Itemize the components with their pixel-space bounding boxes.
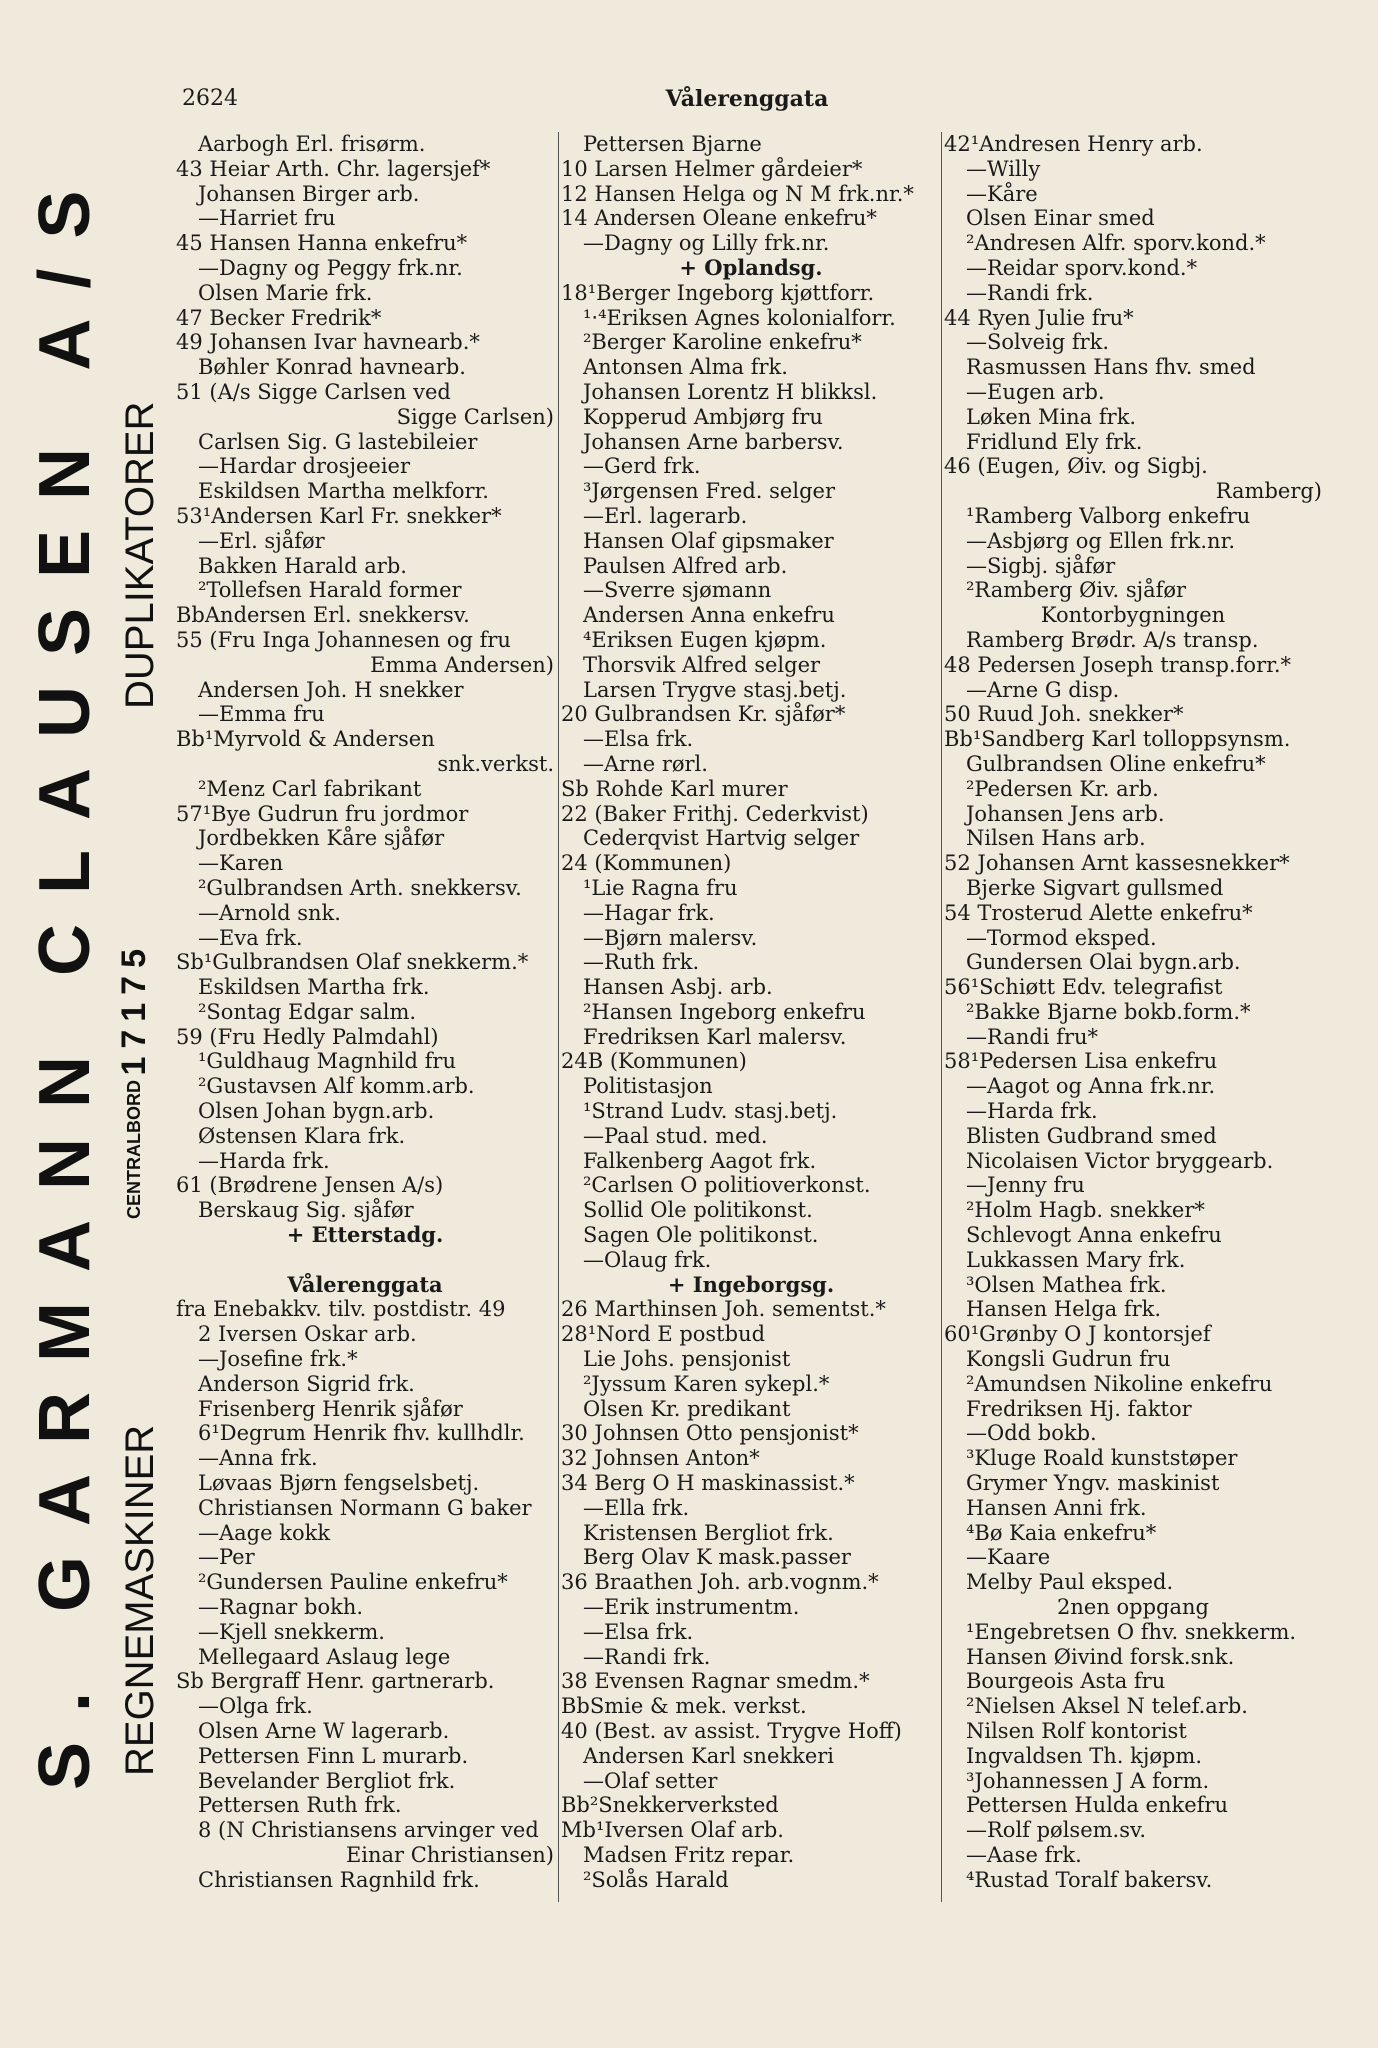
directory-entry: —Eva frk. <box>198 925 303 950</box>
directory-entry: BbSmie & mek. verkst. <box>561 1694 807 1719</box>
directory-entry: —Sverre sjømann <box>583 578 772 603</box>
directory-entry: 58¹Pedersen Lisa enkefru <box>944 1049 1218 1074</box>
directory-entry: Olsen Einar smed <box>966 206 1155 231</box>
directory-entry: 57¹Bye Gudrun fru jordmor <box>176 801 469 826</box>
directory-entry: ³Johannessen J A form. <box>966 1768 1210 1793</box>
directory-entry: —Solveig frk. <box>966 330 1110 355</box>
directory-entry: ²Ramberg Øiv. sjåfør <box>966 578 1187 603</box>
directory-entry: —Aage kokk <box>198 1520 331 1545</box>
directory-entry: 44 Ryen Julie fru* <box>944 305 1134 330</box>
directory-entry: ²Bakke Bjarne bokb.form.* <box>966 999 1251 1024</box>
directory-entry: —Kjell snekkerm. <box>198 1619 385 1644</box>
directory-entry: —Anna frk. <box>198 1446 318 1471</box>
directory-entry: —Kaare <box>966 1545 1051 1570</box>
directory-entry: + Etterstadg. <box>286 1223 444 1248</box>
directory-entry: Jordbekken Kåre sjåfør <box>198 826 445 851</box>
directory-entry: ²Gustavsen Alf komm.arb. <box>198 1074 475 1099</box>
column-divider <box>941 132 942 1902</box>
directory-entry: —Harda frk. <box>966 1099 1098 1124</box>
directory-entry: Hansen Anni frk. <box>966 1495 1147 1520</box>
directory-entry: —Olaf setter <box>583 1768 718 1793</box>
directory-entry: Johansen Arne barbersv. <box>583 429 844 454</box>
directory-entry: —Ruth frk. <box>583 950 700 975</box>
directory-entry: —Hagar frk. <box>583 900 715 925</box>
directory-entry: Mb¹Iversen Olaf arb. <box>561 1818 784 1843</box>
directory-entry: ²Hansen Ingeborg enkefru <box>583 999 866 1024</box>
directory-entry: 28¹Nord E postbud <box>561 1322 766 1347</box>
directory-entry: —Asbjørg og Ellen frk.nr. <box>966 528 1235 553</box>
directory-entry: 36 Braathen Joh. arb.vognm.* <box>561 1570 879 1595</box>
directory-entry: Olsen Kr. predikant <box>583 1396 791 1421</box>
directory-entry: Melby Paul eksped. <box>966 1570 1174 1595</box>
directory-entry: 49 Johansen Ivar havnearb.* <box>176 330 480 355</box>
directory-entry: —Randi frk. <box>966 280 1094 305</box>
directory-entry: Politistasjon <box>583 1074 713 1099</box>
directory-entry: —Arne G disp. <box>966 677 1120 702</box>
directory-entry: Pettersen Ruth frk. <box>198 1793 402 1818</box>
directory-entry: Rasmussen Hans fhv. smed <box>966 355 1256 380</box>
directory-entry: —Elsa frk. <box>583 1619 694 1644</box>
directory-entry: Løvaas Bjørn fengselsbetj. <box>198 1471 480 1496</box>
directory-entry: 52 Johansen Arnt kassesnekker* <box>944 851 1290 876</box>
directory-entry: 10 Larsen Helmer gårdeier* <box>561 156 863 181</box>
directory-entry: Christiansen Normann G baker <box>198 1495 532 1520</box>
directory-entry: Sb Rohde Karl murer <box>561 776 788 801</box>
directory-entry: Eskildsen Martha melkforr. <box>198 479 489 504</box>
directory-entry: 32 Johnsen Anton* <box>561 1446 760 1471</box>
directory-column-3 <box>944 132 1322 1902</box>
directory-entry: Anderson Sigrid frk. <box>198 1371 415 1396</box>
directory-entry: —Olga frk. <box>198 1694 313 1719</box>
directory-entry: —Reidar sporv.kond.* <box>966 255 1198 280</box>
directory-entry: Bb²Snekkerverksted <box>561 1793 779 1818</box>
directory-entry: Andersen Joh. H snekker <box>198 677 464 702</box>
directory-entry: ²Berger Karoline enkefru* <box>583 330 862 355</box>
directory-entry: Eskildsen Martha frk. <box>198 975 430 1000</box>
directory-entry: Nilsen Hans arb. <box>966 826 1146 851</box>
directory-entry: Ingvaldsen Th. kjøpm. <box>966 1743 1203 1768</box>
directory-entry: —Karen <box>198 851 284 876</box>
directory-entry: Madsen Fritz repar. <box>583 1842 795 1867</box>
directory-entry: Frisenberg Henrik sjåfør <box>198 1396 463 1421</box>
directory-entry: Schlevogt Anna enkefru <box>966 1223 1222 1248</box>
directory-entry: Johansen Birger arb. <box>198 181 420 206</box>
directory-entry: ³Jørgensen Fred. selger <box>583 479 835 504</box>
directory-entry: —Aagot og Anna frk.nr. <box>966 1074 1216 1099</box>
directory-entry: —Tormod eksped. <box>966 925 1157 950</box>
directory-entry: ³Kluge Roald kunststøper <box>966 1446 1238 1471</box>
directory-entry: Kontorbygningen <box>1040 603 1226 628</box>
directory-entry: —Kåre <box>966 181 1038 206</box>
directory-entry: Olsen Marie frk. <box>198 280 373 305</box>
directory-entry: —Elsa frk. <box>583 727 694 752</box>
directory-entry: ³Olsen Mathea frk. <box>966 1272 1167 1297</box>
directory-entry: Olsen Arne W lagerarb. <box>198 1719 450 1743</box>
directory-entry: Olsen Johan bygn.arb. <box>198 1099 435 1124</box>
directory-entry: 2 Iversen Oskar arb. <box>198 1322 417 1347</box>
directory-entry: 42¹Andresen Henry arb. <box>944 132 1203 156</box>
directory-entry: Bøhler Konrad havnearb. <box>198 355 466 380</box>
ad-phone-label: CENTRALBORD <box>124 1080 144 1219</box>
directory-entry: 6¹Degrum Henrik fhv. kullhdlr. <box>198 1421 525 1446</box>
directory-entry: 34 Berg O H maskinassist.* <box>561 1471 855 1496</box>
directory-entry: ²Sontag Edgar salm. <box>198 999 417 1024</box>
directory-entry: —Arne rørl. <box>583 751 708 776</box>
directory-entry: —Rolf pølsem.sv. <box>966 1818 1147 1843</box>
directory-entry: snk.verkst. <box>437 751 554 776</box>
directory-entry: Gundersen Olai bygn.arb. <box>966 950 1241 975</box>
directory-entry: —Harda frk. <box>198 1148 330 1173</box>
directory-entry: Blisten Gudbrand smed <box>966 1123 1217 1148</box>
directory-entry: —Ragnar bokh. <box>198 1595 364 1620</box>
directory-entry: Emma Andersen) <box>370 652 554 677</box>
directory-entry: —Erl. sjåfør <box>198 528 325 553</box>
directory-entry: Fredriksen Karl malersv. <box>583 1024 847 1049</box>
directory-entry: —Per <box>198 1545 255 1570</box>
directory-entry: 38 Evensen Ragnar smedm.* <box>561 1669 870 1694</box>
directory-entry: Thorsvik Alfred selger <box>583 652 821 677</box>
directory-entry: Ramberg) <box>1215 479 1322 504</box>
directory-entry: Sb¹Gulbrandsen Olaf snekkerm.* <box>176 950 529 975</box>
directory-entry: Andersen Anna enkefru <box>583 603 835 628</box>
directory-entry: 56¹Schiøtt Edv. telegrafist <box>944 975 1223 1000</box>
ad-phone <box>115 930 165 1230</box>
directory-entry: ²Tollefsen Harald former <box>198 578 462 603</box>
directory-entry: —Aase frk. <box>966 1842 1082 1867</box>
directory-entry: Einar Christiansen) <box>345 1842 554 1867</box>
ad-products-top: DUPLIKATORER <box>118 401 162 709</box>
directory-entry: Mellegaard Aslaug lege <box>198 1644 451 1669</box>
directory-entry: 54 Trosterud Alette enkefru* <box>944 900 1253 925</box>
directory-entry: Carlsen Sig. G lastebileier <box>198 429 478 454</box>
directory-entry: Nicolaisen Victor bryggearb. <box>966 1148 1274 1173</box>
directory-entry: ⁴Rustad Toralf bakersv. <box>966 1867 1213 1892</box>
directory-entry: —Jenny fru <box>966 1173 1085 1198</box>
directory-entry <box>176 1248 554 1273</box>
ad-products-bottom: REGNEMASKINER <box>118 1424 162 1776</box>
directory-entry: Sollid Ole politikonst. <box>583 1198 813 1223</box>
directory-entry: 24 (Kommunen) <box>561 851 732 876</box>
page-header <box>182 86 1312 116</box>
directory-entry: Christiansen Ragnhild frk. <box>198 1867 480 1892</box>
directory-entry: 46 (Eugen, Øiv. og Sigbj. <box>944 454 1208 479</box>
directory-entry: —Dagny og Peggy frk.nr. <box>198 255 463 280</box>
directory-entry: —Randi fru* <box>966 1024 1099 1049</box>
directory-entry: —Emma fru <box>198 702 325 727</box>
column-divider <box>558 132 559 1902</box>
directory-entry: ²Pedersen Kr. arb. <box>966 776 1159 801</box>
ad-phone-number: 17175 <box>115 941 153 1076</box>
directory-entry: —Bjørn malersv. <box>583 925 758 950</box>
directory-entry: Gulbrandsen Oline enkefru* <box>966 751 1266 776</box>
directory-entry: Pettersen Finn L murarb. <box>198 1743 469 1768</box>
directory-entry: Bourgeois Asta fru <box>966 1669 1166 1694</box>
directory-entry: Antonsen Alma frk. <box>583 355 788 380</box>
directory-entry: —Harriet fru <box>198 206 336 231</box>
directory-entry: BbAndersen Erl. snekkersv. <box>176 603 470 628</box>
directory-entry: Lie Johs. pensjonist <box>583 1347 791 1372</box>
directory-entry: Cederqvist Hartvig selger <box>583 826 860 851</box>
directory-entry: ²Gulbrandsen Arth. snekkersv. <box>198 875 522 900</box>
page-number: 2624 <box>182 86 238 111</box>
directory-entry: —Arnold snk. <box>198 900 341 925</box>
directory-entry: —Olaug frk. <box>583 1247 712 1272</box>
directory-entry: Larsen Trygve stasj.betj. <box>583 677 847 702</box>
directory-entry: fra Enebakkv. tilv. postdistr. 49 <box>176 1297 506 1322</box>
directory-entry: 24B (Kommunen) <box>561 1049 747 1074</box>
directory-entry: —Randi frk. <box>583 1644 711 1669</box>
directory-entry: ²Gundersen Pauline enkefru* <box>198 1570 508 1595</box>
directory-entry: —Hardar drosjeeier <box>198 454 410 479</box>
directory-entry: Fridlund Ely frk. <box>966 429 1143 454</box>
directory-entry: Bevelander Bergliot frk. <box>198 1768 456 1793</box>
directory-entry: Johansen Lorentz H blikksl. <box>583 379 878 404</box>
directory-entry: 26 Marthinsen Joh. sementst.* <box>561 1297 886 1322</box>
directory-entry: ²Amundsen Nikoline enkefru <box>966 1371 1273 1396</box>
directory-entry: Kristensen Bergliot frk. <box>583 1520 834 1545</box>
directory-entry: 14 Andersen Oleane enkefru* <box>561 206 877 231</box>
directory-entry: —Willy <box>966 156 1041 181</box>
directory-entry: 53¹Andersen Karl Fr. snekker* <box>176 503 502 528</box>
directory-entry: —Josefine frk.* <box>198 1347 358 1372</box>
directory-entry: ¹Lie Ragna fru <box>583 875 738 900</box>
directory-entry: + Oplandsg. <box>679 255 823 280</box>
directory-entry: 12 Hansen Helga og N M frk.nr.* <box>561 181 914 206</box>
directory-entry: —Gerd frk. <box>583 454 701 479</box>
directory-entry: —Odd bokb. <box>966 1421 1097 1446</box>
directory-entry: Hansen Helga frk. <box>966 1297 1162 1322</box>
directory-entry: ¹Guldhaug Magnhild fru <box>198 1049 456 1074</box>
directory-entry: 59 (Fru Hedly Palmdahl) <box>176 1024 439 1049</box>
directory-entry: ²Nielsen Aksel N telef.arb. <box>966 1694 1248 1719</box>
directory-entry: ²Andresen Alfr. sporv.kond.* <box>966 231 1266 256</box>
directory-entry: 45 Hansen Hanna enkefru* <box>176 231 468 256</box>
directory-entry: Løken Mina frk. <box>966 404 1137 429</box>
directory-entry: Lukkassen Mary frk. <box>966 1247 1186 1272</box>
directory-entry: 55 (Fru Inga Johannesen og fru <box>176 627 511 652</box>
directory-entry: ¹Engebretsen O fhv. snekkerm. <box>966 1619 1297 1644</box>
directory-entry: Berg Olav K mask.passer <box>583 1545 851 1570</box>
directory-entry: ²Jyssum Karen sykepl.* <box>583 1371 830 1396</box>
directory-entry: Falkenberg Aagot frk. <box>583 1148 817 1173</box>
ad-brand-name: S. GARMANN CLAUSEN A/S <box>25 160 105 1790</box>
directory-entry: 18¹Berger Ingeborg kjøttforr. <box>561 280 875 305</box>
directory-entry: Berskaug Sig. sjåfør <box>198 1198 414 1223</box>
directory-entry: 61 (Brødrene Jensen A/s) <box>176 1173 444 1198</box>
directory-column-1 <box>176 132 554 1902</box>
directory-entry: 50 Ruud Joh. snekker* <box>944 702 1184 727</box>
directory-entry: Kopperud Ambjørg fru <box>583 404 823 429</box>
directory-entry: 20 Gulbrandsen Kr. sjåfør* <box>561 702 846 727</box>
directory-entry: Bjerke Sigvart gullsmed <box>966 875 1224 900</box>
directory-entry: Pettersen Bjarne <box>583 132 762 156</box>
directory-entry: ⁴Bø Kaia enkefru* <box>966 1520 1157 1545</box>
directory-entry: Johansen Jens arb. <box>966 801 1165 826</box>
directory-entry: 40 (Best. av assist. Trygve Hoff) <box>561 1719 902 1743</box>
directory-entry: Hansen Olaf gipsmaker <box>583 528 834 553</box>
directory-entry: ²Menz Carl fabrikant <box>198 776 422 801</box>
directory-entry: ¹Ramberg Valborg enkefru <box>966 503 1251 528</box>
directory-entry: 30 Johnsen Otto pensjonist* <box>561 1421 859 1446</box>
directory-entry: 22 (Baker Frithj. Cederkvist) <box>561 801 869 826</box>
directory-entry: Kongsli Gudrun fru <box>966 1347 1171 1372</box>
directory-entry: —Sigbj. sjåfør <box>966 553 1116 578</box>
page-title: Vålerenggata <box>665 86 829 112</box>
directory-entry: 51 (A/s Sigge Carlsen ved <box>176 379 451 404</box>
directory-entry: Østensen Klara frk. <box>198 1123 406 1148</box>
directory-entry: Hansen Asbj. arb. <box>583 975 773 1000</box>
directory-entry: 60¹Grønby O J kontorsjef <box>944 1322 1211 1347</box>
directory-entry: ¹‧⁴Eriksen Agnes kolonialforr. <box>583 305 896 330</box>
directory-entry: Andersen Karl snekkeri <box>583 1743 835 1768</box>
directory-entry: Bb¹Sandberg Karl tolloppsynsm. <box>944 727 1291 752</box>
directory-entry: Sb Bergraff Henr. gartnerarb. <box>176 1669 495 1694</box>
directory-entry: —Paal stud. med. <box>583 1123 768 1148</box>
directory-entry: Grymer Yngv. maskinist <box>966 1471 1220 1496</box>
directory-entry: —Ella frk. <box>583 1495 690 1520</box>
directory-entry: —Erl. lagerarb. <box>583 503 748 528</box>
directory-entry: Bb¹Myrvold & Andersen <box>176 727 435 752</box>
directory-entry: Sigge Carlsen) <box>396 404 554 429</box>
directory-entry: 43 Heiar Arth. Chr. lagersjef* <box>176 156 491 181</box>
advertisement-sidebar <box>25 150 175 1800</box>
directory-entry: —Dagny og Lilly frk.nr. <box>583 231 830 256</box>
directory-entry: 2nen oppgang <box>1057 1595 1209 1620</box>
directory-entry: —Erik instrumentm. <box>583 1595 800 1620</box>
directory-entry: Sagen Ole politikonst. <box>583 1223 819 1248</box>
directory-entry: Fredriksen Hj. faktor <box>966 1396 1192 1421</box>
directory-column-2 <box>561 132 941 1902</box>
directory-entry: 48 Pedersen Joseph transp.forr.* <box>944 652 1292 677</box>
directory-entry: 8 (N Christiansens arvinger ved <box>198 1818 539 1843</box>
directory-entry: Paulsen Alfred arb. <box>583 553 788 578</box>
directory-entry: Bakken Harald arb. <box>198 553 407 578</box>
directory-entry: ⁴Eriksen Eugen kjøpm. <box>583 627 827 652</box>
directory-entry: ²Carlsen O politioverkonst. <box>583 1173 871 1198</box>
directory-entry: Hansen Øivind forsk.snk. <box>966 1644 1235 1669</box>
directory-entry: Pettersen Hulda enkefru <box>966 1793 1228 1818</box>
directory-entry: ²Holm Hagb. snekker* <box>966 1198 1205 1223</box>
directory-entry: ¹Strand Ludv. stasj.betj. <box>583 1099 838 1124</box>
directory-entry: Aarbogh Erl. frisørm. <box>198 132 426 156</box>
directory-entry: —Eugen arb. <box>966 379 1105 404</box>
directory-entry: Nilsen Rolf kontorist <box>966 1719 1187 1743</box>
directory-entry: Vålerenggata <box>287 1272 443 1297</box>
directory-entry: 47 Becker Fredrik* <box>176 305 382 330</box>
directory-entry: Ramberg Brødr. A/s transp. <box>966 627 1259 652</box>
directory-entry: + Ingeborgsg. <box>667 1272 835 1297</box>
directory-entry: ²Solås Harald <box>583 1867 729 1892</box>
